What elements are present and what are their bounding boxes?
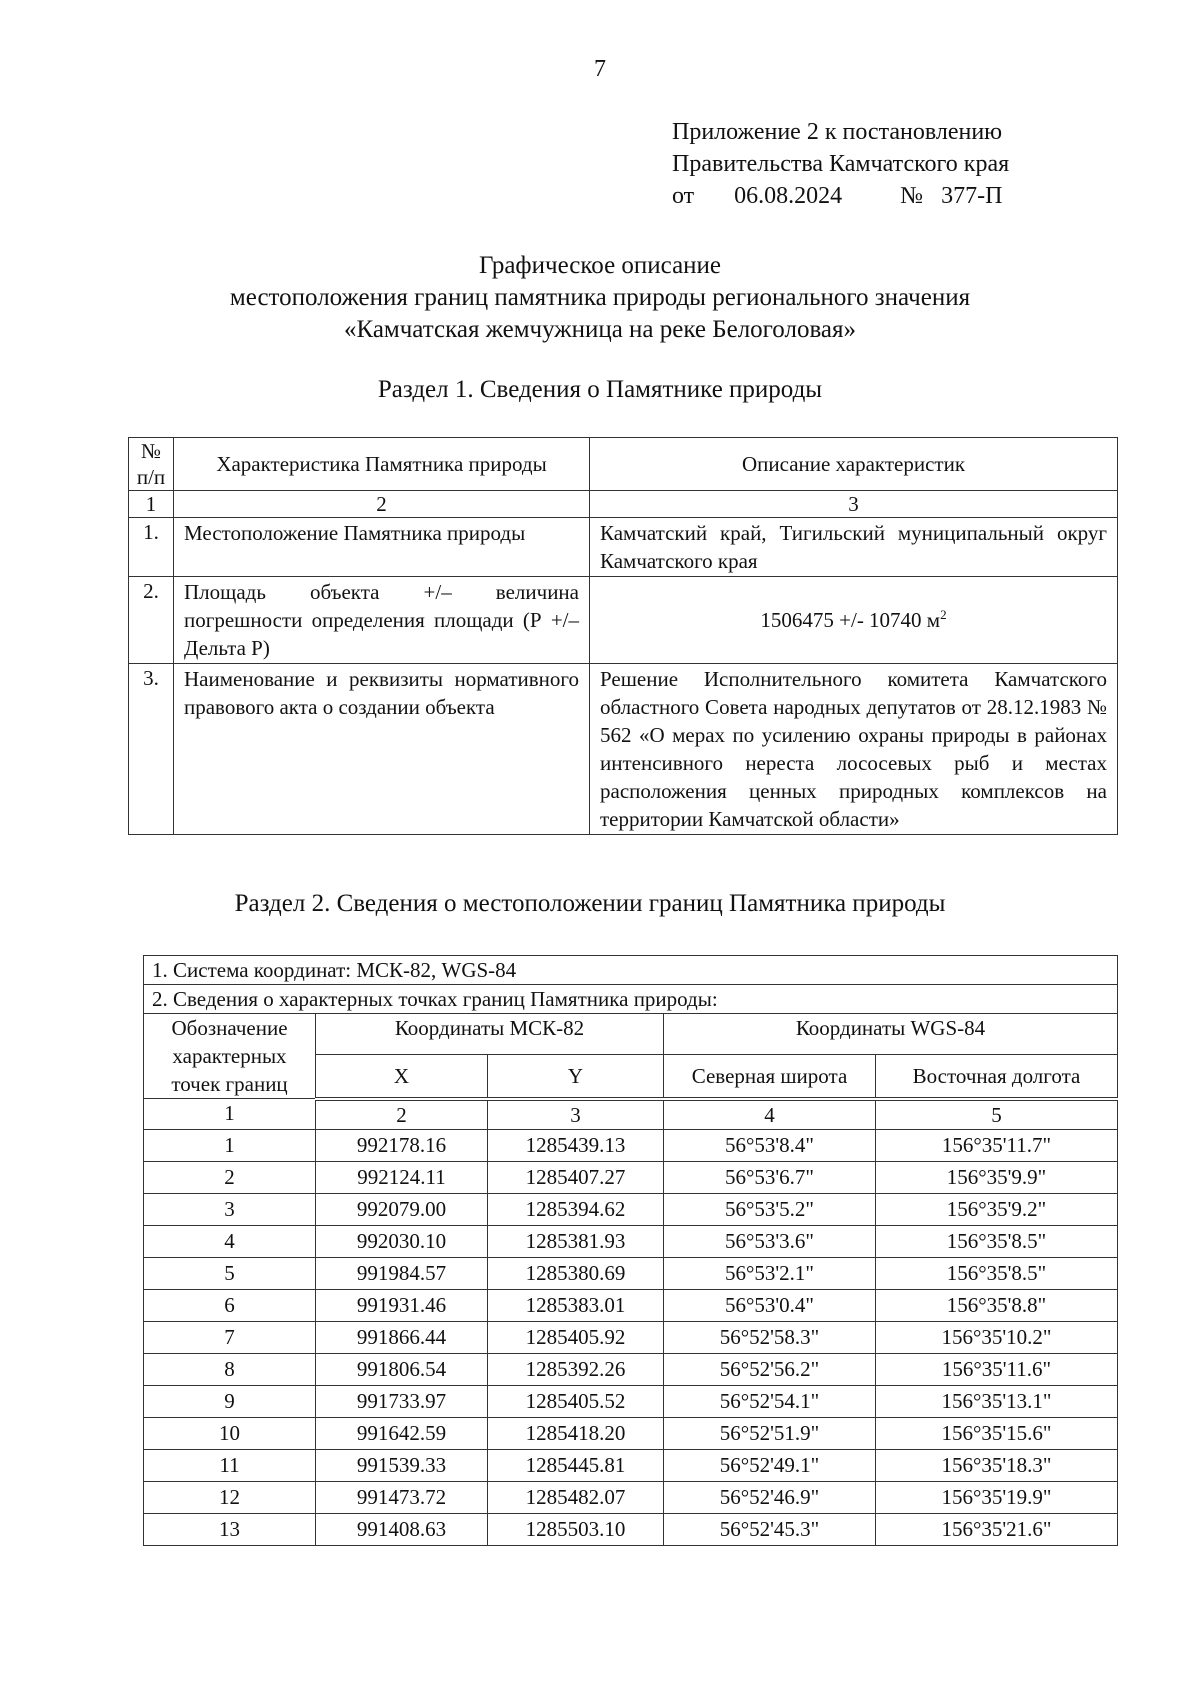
cell-lat: 56°52'56.2" [664,1353,876,1385]
column-number-row: 1 2 3 4 5 [144,1099,1118,1130]
coord-system: 1. Система координат: МСК-82, WGS-84 [144,956,1118,985]
cell-x: 992079.00 [316,1193,488,1225]
cell-point: 7 [144,1321,316,1353]
coord-system-row [144,956,1118,985]
cell-y: 1285503.10 [488,1513,664,1545]
table-row [144,1449,1118,1481]
cell-x: 992030.10 [316,1225,488,1257]
cell-y: 1285418.20 [488,1417,664,1449]
cell-lat: 56°53'8.4" [664,1129,876,1161]
document-title [0,250,1200,346]
table-row [144,1193,1118,1225]
cell-lon: 156°35'9.9" [876,1161,1118,1193]
points-caption-row [144,985,1118,1014]
cell-lon: 156°35'11.6" [876,1353,1118,1385]
cell-lon: 156°35'8.5" [876,1225,1118,1257]
cell-lon: 156°35'18.3" [876,1449,1118,1481]
table-row: 1. Местоположение Памятника природы Камчатский край, Тигильский муниципальный округ Камчатского края [129,518,1118,577]
header-description: Описание характеристик [590,438,1118,491]
cell-x: 991473.72 [316,1481,488,1513]
cell-lat: 56°52'51.9" [664,1417,876,1449]
cell-y: 1285482.07 [488,1481,664,1513]
cell-x: 991984.57 [316,1257,488,1289]
cell-point: 12 [144,1481,316,1513]
cell-lat: 56°53'0.4" [664,1289,876,1321]
section-2-title: Раздел 2. Сведения о местоположении границ Памятника природы [234,890,946,917]
cell-y: 1285439.13 [488,1129,664,1161]
area-value: 1506475 +/- 10740 $м^2$ [590,577,1118,664]
cell-y: 1285392.26 [488,1353,664,1385]
cell-lat: 56°52'46.9" [664,1481,876,1513]
cell-point: 11 [144,1449,316,1481]
cell-lon: 156°35'19.9" [876,1481,1118,1513]
header-characteristic: Характеристика Памятника природы [174,438,590,491]
group-header-row [144,1014,1118,1055]
cell-point: 2 [144,1161,316,1193]
table-header-row [129,438,1118,491]
table-row [144,1513,1118,1545]
cell-x: 992124.11 [316,1161,488,1193]
cell-lat: 56°52'49.1" [664,1449,876,1481]
cell-lat: 56°53'2.1" [664,1257,876,1289]
title-line-3: «Камчатская жемчужница на реке Белоголовая» [343,316,857,343]
cell-lon: 156°35'9.2" [876,1193,1118,1225]
cell-x: 991642.59 [316,1417,488,1449]
approval-number: 377-П [941,183,1003,209]
table-row [144,1161,1118,1193]
cell-point: 8 [144,1353,316,1385]
approval-from-label: от [672,183,695,209]
header-lon: Восточная долгота [876,1055,1118,1099]
cell-y: 1285445.81 [488,1449,664,1481]
cell-lat: 56°53'3.6" [664,1225,876,1257]
cell-lat: 56°53'5.2" [664,1193,876,1225]
table-row [144,1257,1118,1289]
section-1-table [128,437,1118,835]
approval-line-2: Правительства Камчатского края [672,151,1010,177]
approval-date: 06.08.2024 [734,183,843,209]
section-1-title: Раздел 1. Сведения о Памятнике природы [377,376,823,403]
header-msk: Координаты МСК-82 [316,1014,664,1055]
table-row [144,1289,1118,1321]
cell-lon: 156°35'11.7" [876,1129,1118,1161]
cell-point: 9 [144,1385,316,1417]
header-x: X [316,1055,488,1099]
header-lat: Северная широта [664,1055,876,1099]
table-row [144,1481,1118,1513]
table-row [144,1353,1118,1385]
cell-point: 6 [144,1289,316,1321]
approval-line-3 [672,180,1009,212]
table-row [144,1129,1118,1161]
cell-y: 1285394.62 [488,1193,664,1225]
table-row [144,1385,1118,1417]
table-row [144,1321,1118,1353]
cell-lat: 56°52'54.1" [664,1385,876,1417]
header-y: Y [488,1055,664,1099]
cell-lon: 156°35'15.6" [876,1417,1118,1449]
table-row: 3. Наименование и реквизиты нормативного правового акта о создании объекта Решение Исполнительного комитета Камчатского областного Совета народных депутатов от 28.12.1983 № 562 «О мерах по усилению охраны природы в районах интенсивного нереста лососевых рыб и местах расположения ценных природных комплексов на территории Камчатской области» [129,664,1118,835]
cell-y: 1285405.92 [488,1321,664,1353]
header-designation: Обозначение характерных точек границ [144,1014,316,1099]
points-caption: 2. Сведения о характерных точках границ Памятника природы: [144,985,1118,1014]
coordinates-table [143,955,1118,1546]
table-row [144,1417,1118,1449]
approval-number-label: № [900,183,924,209]
cell-lat: 56°53'6.7" [664,1161,876,1193]
cell-point: 4 [144,1225,316,1257]
cell-x: 991931.46 [316,1289,488,1321]
cell-x: 991539.33 [316,1449,488,1481]
cell-lat: 56°52'58.3" [664,1321,876,1353]
coordinate-rows [144,1129,1118,1545]
cell-y: 1285405.52 [488,1385,664,1417]
cell-lon: 156°35'13.1" [876,1385,1118,1417]
column-number-row: 1 2 3 [129,491,1118,518]
cell-point: 1 [144,1129,316,1161]
approval-line-1: Приложение 2 к постановлению [672,119,1003,145]
cell-lon: 156°35'10.2" [876,1321,1118,1353]
cell-lon: 156°35'8.5" [876,1257,1118,1289]
cell-y: 1285380.69 [488,1257,664,1289]
title-line-1: Графическое описание [478,252,722,279]
cell-lon: 156°35'21.6" [876,1513,1118,1545]
cell-point: 3 [144,1193,316,1225]
page-number: 7 [594,56,606,82]
cell-x: 991866.44 [316,1321,488,1353]
approval-block [672,116,1009,212]
cell-lon: 156°35'8.8" [876,1289,1118,1321]
cell-lat: 56°52'45.3" [664,1513,876,1545]
cell-y: 1285381.93 [488,1225,664,1257]
cell-x: 992178.16 [316,1129,488,1161]
header-wgs: Координаты WGS-84 [664,1014,1118,1055]
cell-point: 13 [144,1513,316,1545]
cell-y: 1285383.01 [488,1289,664,1321]
cell-x: 991806.54 [316,1353,488,1385]
table-row: 2. Площадь объекта +/– величина погрешности определения площади (Р +/– Дельта Р) 1506475 +/- 10740 $м^2$ [129,577,1118,664]
cell-point: 10 [144,1417,316,1449]
cell-y: 1285407.27 [488,1161,664,1193]
cell-x: 991733.97 [316,1385,488,1417]
cell-x: 991408.63 [316,1513,488,1545]
cell-point: 5 [144,1257,316,1289]
header-num: № п/п [129,438,174,491]
title-line-2: местоположения границ памятника природы регионального значения [229,284,971,311]
table-row [144,1225,1118,1257]
